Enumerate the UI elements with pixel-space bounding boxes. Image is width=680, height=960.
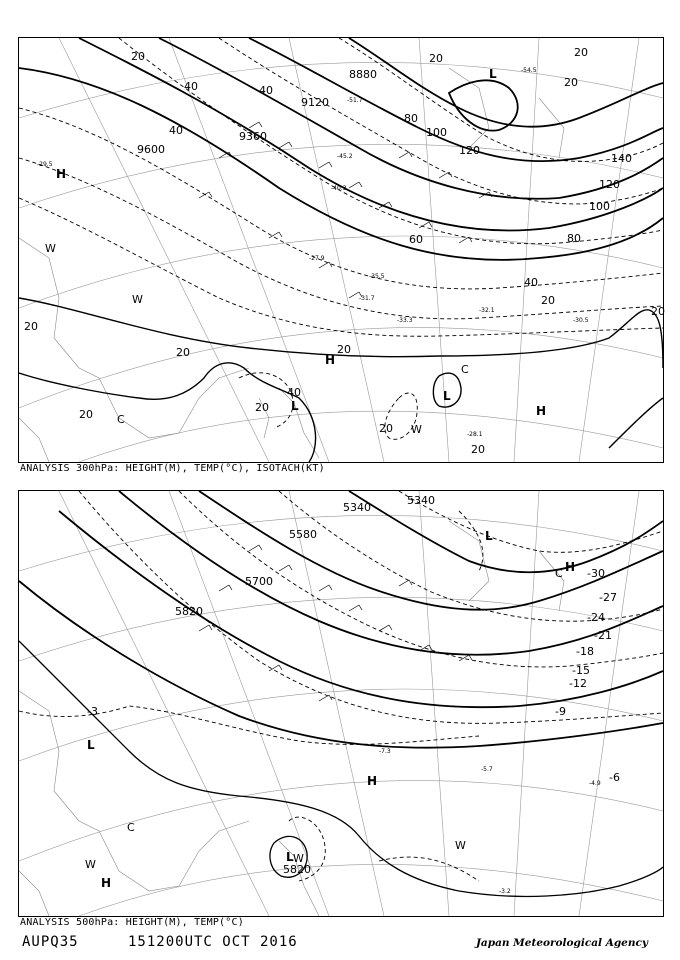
isotach-label: 20	[337, 343, 351, 356]
height-label: 5340	[343, 501, 371, 514]
map-500hpa-svg	[19, 491, 663, 916]
isotach-label: 40	[524, 276, 538, 289]
high-center: H	[367, 774, 378, 788]
temp-label: -35.5	[369, 273, 385, 280]
height-label: 8880	[349, 68, 377, 81]
height-label: 9600	[137, 143, 165, 156]
temp-label: -29.5	[37, 161, 53, 168]
isotach-label: 20	[176, 346, 190, 359]
warm-center: W	[293, 852, 304, 865]
temp-label: -45.2	[337, 153, 353, 160]
temp-label: -15	[572, 664, 590, 677]
high-center: H	[536, 404, 547, 418]
low-center: L	[87, 738, 95, 752]
isotach-label: 120	[599, 178, 620, 191]
height-contours	[19, 38, 663, 260]
height-contours	[19, 491, 663, 748]
warm-center: W	[85, 858, 96, 871]
isotach-contours	[19, 298, 663, 462]
isotach-label: 100	[426, 126, 447, 139]
isotach-label: 40	[287, 386, 301, 399]
low-center: L	[291, 399, 299, 413]
high-center: H	[325, 353, 336, 367]
temp-label: -6	[609, 771, 620, 784]
isotach-label: 40	[259, 84, 273, 97]
temp-label: -3	[87, 705, 98, 718]
isotach-label: 20	[471, 443, 485, 456]
height-contour-5820	[19, 641, 663, 896]
isotach-label: 20	[131, 50, 145, 63]
temp-label: -18	[576, 645, 594, 658]
chart-code: AUPQ35	[22, 934, 79, 950]
temp-label: -40.3	[331, 185, 347, 192]
height-label: 5820	[175, 605, 203, 618]
height-label: 5340	[407, 494, 435, 507]
temp-label: -30.5	[573, 317, 589, 324]
isotach-label: 20	[564, 76, 578, 89]
warm-center: W	[411, 423, 422, 436]
isotach-label: 80	[404, 112, 418, 125]
temp-label: -32.1	[479, 307, 495, 314]
height-label: 5820	[283, 863, 311, 876]
temp-label: -28.1	[467, 431, 483, 438]
warm-center: W	[45, 242, 56, 255]
low-center: L	[286, 850, 294, 864]
cold-center: C	[555, 567, 563, 580]
high-center: H	[56, 167, 67, 181]
temp-label: -31.7	[359, 295, 375, 302]
high-center: H	[101, 876, 112, 890]
caption-300hpa: ANALYSIS 300hPa: HEIGHT(M), TEMP(°C), ISOTACH(KT)	[20, 463, 325, 474]
isotach-label: 140	[611, 152, 632, 165]
analysis-time: 151200UTC OCT 2016	[128, 934, 298, 950]
isotach-label: 120	[459, 144, 480, 157]
isotach-label: 40	[184, 80, 198, 93]
low-center: L	[443, 389, 451, 403]
isotach-label: 20	[574, 46, 588, 59]
height-label: 5700	[245, 575, 273, 588]
temp-label: -21	[594, 629, 612, 642]
temp-label: -27	[599, 591, 617, 604]
analysis-300hpa-map	[18, 37, 664, 463]
wind-barbs	[199, 122, 492, 298]
isotach-label: 100	[589, 200, 610, 213]
temp-label: -5.7	[481, 766, 493, 773]
temp-label: -33.3	[397, 317, 413, 324]
high-center: H	[565, 560, 576, 574]
temp-label: -3.2	[499, 888, 511, 895]
temp-label: -54.5	[521, 67, 537, 74]
isotach-label: 40	[169, 124, 183, 137]
temp-label: -24	[587, 611, 605, 624]
isotach-label: 20	[24, 320, 38, 333]
isotach-label: 60	[409, 233, 423, 246]
wind-barbs	[199, 545, 472, 701]
temp-label: -9	[555, 705, 566, 718]
cold-center: C	[117, 413, 125, 426]
temp-label: -12	[569, 677, 587, 690]
temp-label: -30	[587, 567, 605, 580]
isotach-label: 20	[651, 305, 665, 318]
isotach-label: 20	[379, 422, 393, 435]
isotach-label: 80	[567, 232, 581, 245]
map-300hpa-svg	[19, 38, 663, 462]
cold-center: C	[127, 821, 135, 834]
agency-credit: Japan Meteorological Agency	[475, 937, 648, 949]
temp-label: -27.9	[309, 255, 325, 262]
isotach-label: 20	[79, 408, 93, 421]
isotach-label: 20	[429, 52, 443, 65]
isotach-label: 20	[255, 401, 269, 414]
temp-label: -51.7	[347, 97, 363, 104]
latlon-grid	[19, 38, 663, 462]
height-label: 5580	[289, 528, 317, 541]
warm-center: W	[132, 293, 143, 306]
analysis-500hpa-map	[18, 490, 664, 917]
isotach-label: 20	[541, 294, 555, 307]
low-center: L	[489, 67, 497, 81]
caption-500hpa: ANALYSIS 500hPa: HEIGHT(M), TEMP(°C)	[20, 917, 244, 928]
low-center: L	[485, 529, 493, 543]
warm-center: W	[455, 839, 466, 852]
latlon-grid	[19, 491, 663, 916]
cold-center: C	[461, 363, 469, 376]
temp-label: -4.9	[589, 780, 601, 787]
height-label: 9120	[301, 96, 329, 109]
temp-label: -7.3	[379, 748, 391, 755]
height-label: 9360	[239, 130, 267, 143]
